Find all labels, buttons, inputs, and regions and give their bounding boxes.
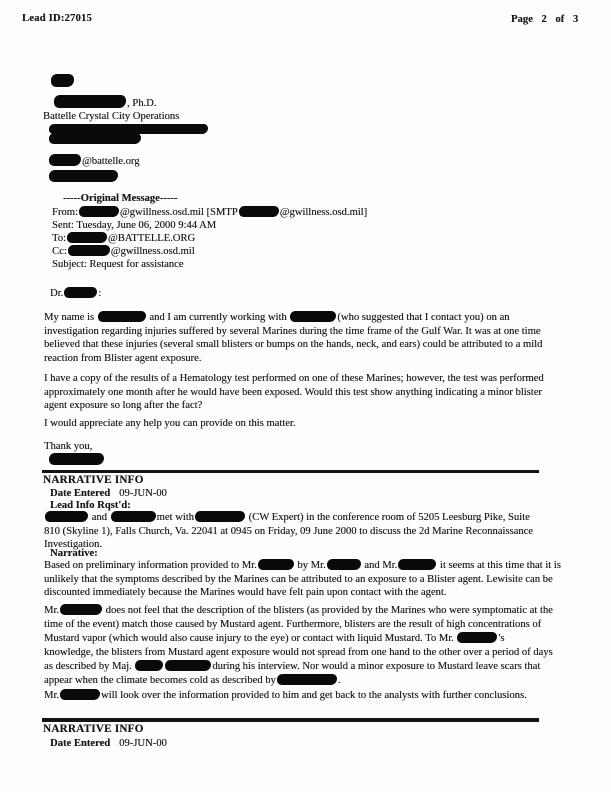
- redaction-bar: [457, 632, 497, 643]
- organization-line: Battelle Crystal City Operations: [43, 111, 180, 122]
- redacted-block: [50, 74, 75, 90]
- redaction-bar: [49, 170, 118, 182]
- redaction-bar: [165, 660, 211, 671]
- narrative-label: Narrative:: [50, 548, 98, 559]
- closing-line: Thank you,: [44, 441, 93, 452]
- redaction-bar: [67, 232, 107, 243]
- date-entered-label: Date Entered: [50, 488, 111, 499]
- redaction-bar: [79, 206, 119, 217]
- original-message-separator: -----Original Message-----: [63, 193, 178, 204]
- redaction-bar: [49, 453, 104, 465]
- redaction-bar: [45, 511, 88, 522]
- redaction-bar: [277, 674, 337, 685]
- date-entered-row: [50, 737, 167, 751]
- redaction-bar: [327, 559, 361, 570]
- narrative-paragraph: Based on preliminary information provided to Mr. by Mr. and Mr. it seems at this time that it is unlikely that the symptoms described by the Marines can be attributed to an exposure to a Blister agent. Lewisite can be discounted immediately because the Marines would have felt pain upon contact with the agent.: [44, 560, 561, 598]
- redaction-bar: [51, 74, 74, 87]
- section-divider-rule: [42, 718, 539, 722]
- contact-name-line: , Ph.D.: [53, 95, 156, 111]
- narrative-paragraph: Mr. will look over the information provided to him and get back to the analysts with further conclusions.: [44, 690, 527, 701]
- date-entered-label: Date Entered: [50, 738, 111, 749]
- body-paragraph: I have a copy of the results of a Hematology test performed on one of these Marines; however, the test was performed approximately one month after he would have been exposed. Would this test show anything indicating a minor blister agent exposure so long after the fact?: [44, 373, 544, 411]
- redacted-address-line: [48, 133, 142, 147]
- email-sent-line: Sent: Tuesday, June 06, 2000 9:44 AM: [52, 220, 217, 231]
- page-number-label: Page 2 of 3: [511, 14, 579, 25]
- narrative-paragraph: Mr. does not feel that the description of the blisters (as provided by the Marines who were symptomatic at the time of the event) match those caused by Mustard agent. Furthermore, blisters are the result of high concentrations of Mustard vapor (which would also cause injury to the eye) or contact with liquid Mustard. To Mr. 's knowledge, the blisters from Mustard agent exposure would not spread from one hand to the other over a period of days as described by Maj. during his interview. Nor would a minor exposure to Mustard leave scars that appear when the climate becomes cold as described by .: [44, 605, 553, 686]
- email-from-line: From: @gwillness.osd.mil [SMTP @gwillness.osd.mil]: [52, 207, 368, 218]
- redaction-bar: [111, 511, 156, 522]
- redaction-bar: [98, 311, 146, 322]
- redaction-bar: [258, 559, 294, 570]
- redaction-bar: [60, 604, 102, 615]
- redaction-bar: [64, 287, 97, 298]
- date-entered-value: 09-JUN-00: [119, 488, 167, 499]
- lead-id-label: Lead ID:27015: [22, 13, 92, 24]
- redaction-bar: [398, 559, 436, 570]
- lead-info-label: Lead Info Rqst'd:: [50, 500, 131, 511]
- redacted-signature: [48, 453, 105, 468]
- body-paragraph: My name is and I am currently working with (who suggested that I contact you) on an investigation regarding injuries suffered by several Marines during the time frame of the Gulf War. It was at one time believed that these injuries (several small blisters or bumps on the hands, neck, and ears) could be attributed to a mild reaction from Blister agent exposure.: [44, 312, 543, 364]
- salutation: Dr. :: [50, 288, 102, 299]
- narrative-info-title: NARRATIVE INFO: [43, 474, 144, 486]
- redaction-bar: [49, 154, 81, 166]
- redaction-bar: [239, 206, 279, 217]
- redaction-bar: [290, 311, 336, 322]
- email-cc-line: Cc: @gwillness.osd.mil: [52, 246, 195, 257]
- date-entered-value: 09-JUN-00: [119, 738, 167, 749]
- redaction-bar: [135, 660, 163, 671]
- meeting-paragraph: and met with (CW Expert) in the conference room of 5205 Leesburg Pike, Suite 810 (Skyline 1), Falls Church, Va. 22041 at 0945 on Friday, 09 June 2000 to discuss the 2d Marine Reconnaissance Investigation.: [44, 512, 534, 550]
- redacted-phone-line: [48, 170, 119, 185]
- redaction-bar: [195, 511, 245, 522]
- redaction-bar: [49, 133, 141, 144]
- email-to-line: To: @BATTELLE.ORG: [52, 233, 196, 244]
- narrative-info-title: NARRATIVE INFO: [43, 723, 144, 735]
- email-subject-line: Subject: Request for assistance: [52, 259, 184, 270]
- email-address-line: @battelle.org: [48, 154, 140, 169]
- section-divider-rule: [42, 470, 539, 473]
- body-paragraph: I would appreciate any help you can provide on this matter.: [44, 418, 296, 429]
- redaction-bar: [68, 245, 110, 256]
- redaction-bar: [54, 95, 126, 108]
- redaction-bar: [60, 689, 100, 700]
